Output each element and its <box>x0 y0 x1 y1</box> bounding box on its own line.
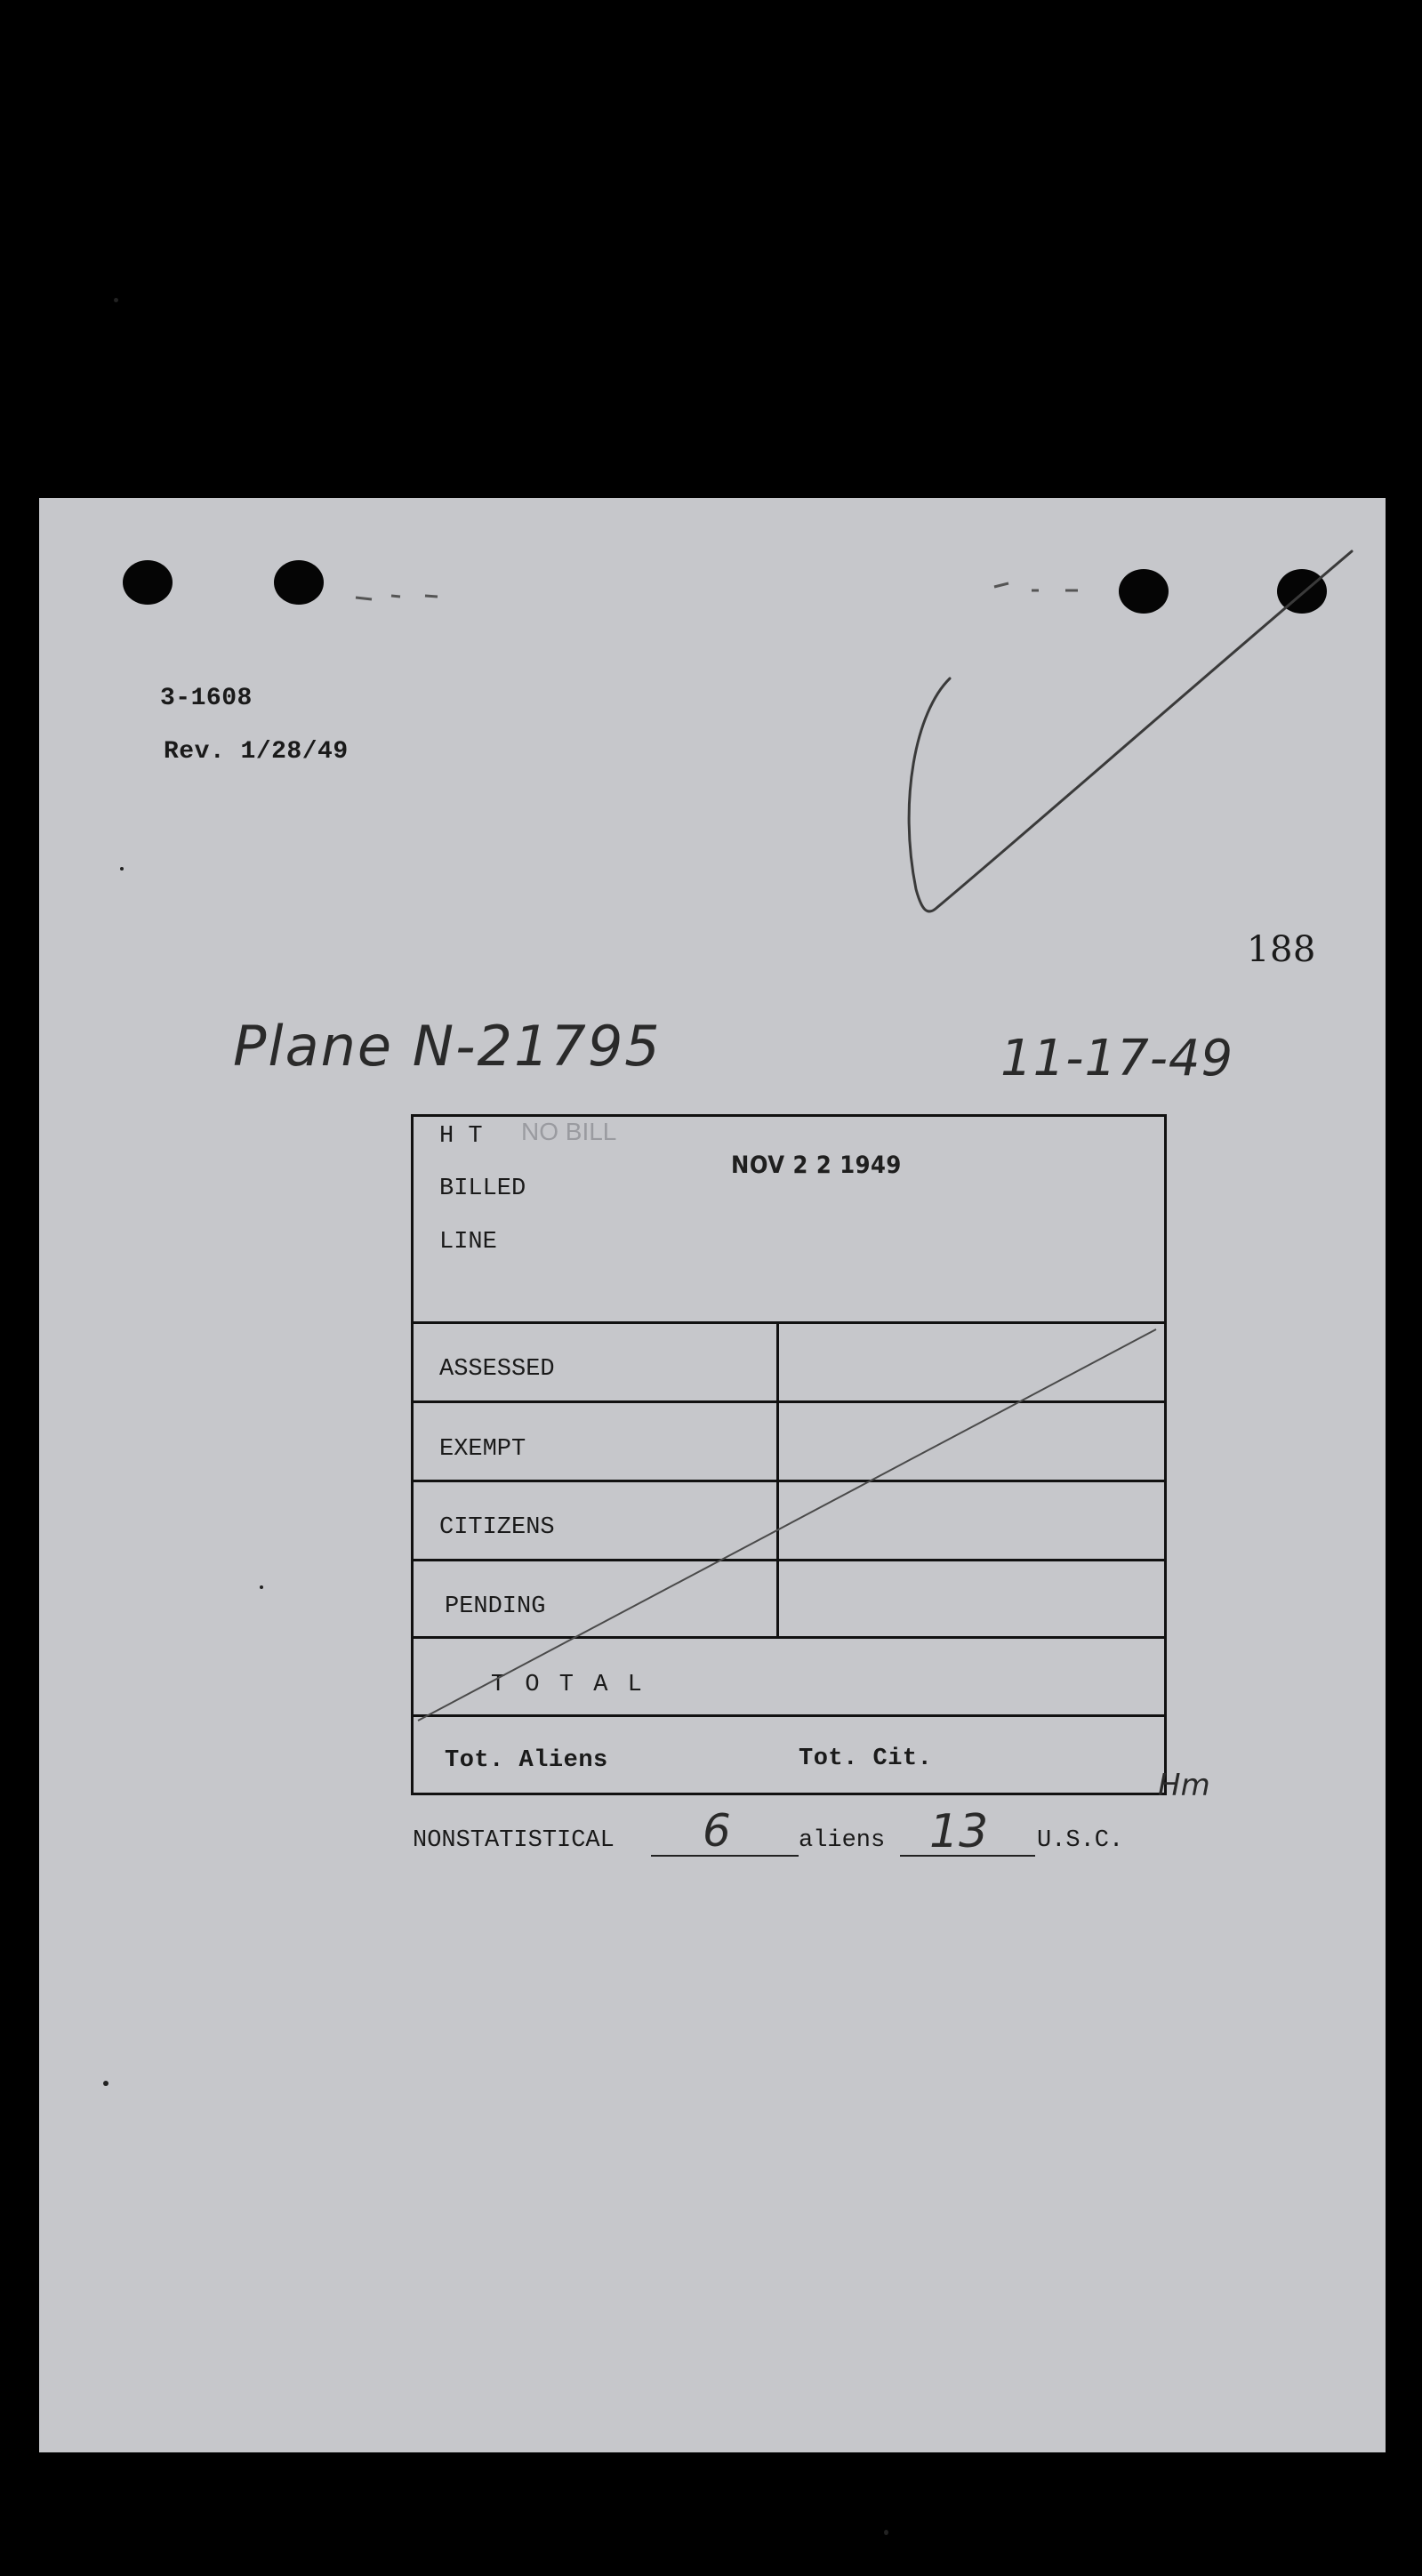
usc-label: U.S.C. <box>1037 1827 1124 1854</box>
speck <box>114 298 118 302</box>
form-revision: Rev. 1/28/49 <box>164 738 349 766</box>
row-divider <box>411 1480 1167 1482</box>
table-left-border <box>411 1114 414 1795</box>
page-number: 188 <box>1247 929 1316 970</box>
tot-cit-label: Tot. Cit. <box>799 1745 933 1772</box>
document-page <box>39 498 1386 2452</box>
aliens-label: aliens <box>799 1827 886 1854</box>
header-ht-label: H T <box>439 1123 483 1150</box>
punch-hole <box>1119 569 1169 614</box>
row-label-assessed: ASSESSED <box>439 1356 555 1383</box>
table-right-border <box>1164 1114 1167 1795</box>
row-label-citizens: CITIZENS <box>439 1514 555 1541</box>
punch-hole <box>274 560 324 605</box>
speck <box>103 2081 108 2086</box>
row-divider <box>411 1636 1167 1639</box>
header-line-label: LINE <box>439 1229 497 1256</box>
handwritten-date: 11-17-49 <box>1000 1030 1234 1087</box>
table-bottom-border <box>411 1793 1167 1795</box>
row-label-exempt: EXEMPT <box>439 1436 526 1463</box>
handwritten-plane: Plane N-21795 <box>233 1014 662 1079</box>
speck <box>120 867 124 871</box>
punch-hole <box>123 560 173 605</box>
punch-hole <box>1277 569 1327 614</box>
form-number: 3-1608 <box>160 685 253 712</box>
total-label: T O T A L <box>491 1672 645 1698</box>
handwritten-aliens-count: 6 <box>703 1805 731 1857</box>
header-billed-label: BILLED <box>439 1176 526 1202</box>
row-divider <box>411 1400 1167 1403</box>
handwritten-usc-count: 13 <box>929 1805 989 1858</box>
nonstatistical-label: NONSTATISTICAL <box>413 1827 615 1854</box>
header-divider <box>411 1321 1167 1324</box>
no-bill-stamp: NO BILL <box>521 1118 617 1145</box>
speck <box>884 2530 888 2535</box>
speck <box>260 1585 263 1589</box>
row-label-pending: PENDING <box>445 1593 546 1620</box>
tot-aliens-label: Tot. Aliens <box>445 1747 608 1774</box>
received-date-stamp: NOV 2 2 1949 <box>731 1152 902 1179</box>
total-divider <box>411 1714 1167 1717</box>
handwritten-initials: Hm <box>1158 1768 1210 1803</box>
table-top-border <box>411 1114 1167 1117</box>
row-divider <box>411 1559 1167 1561</box>
